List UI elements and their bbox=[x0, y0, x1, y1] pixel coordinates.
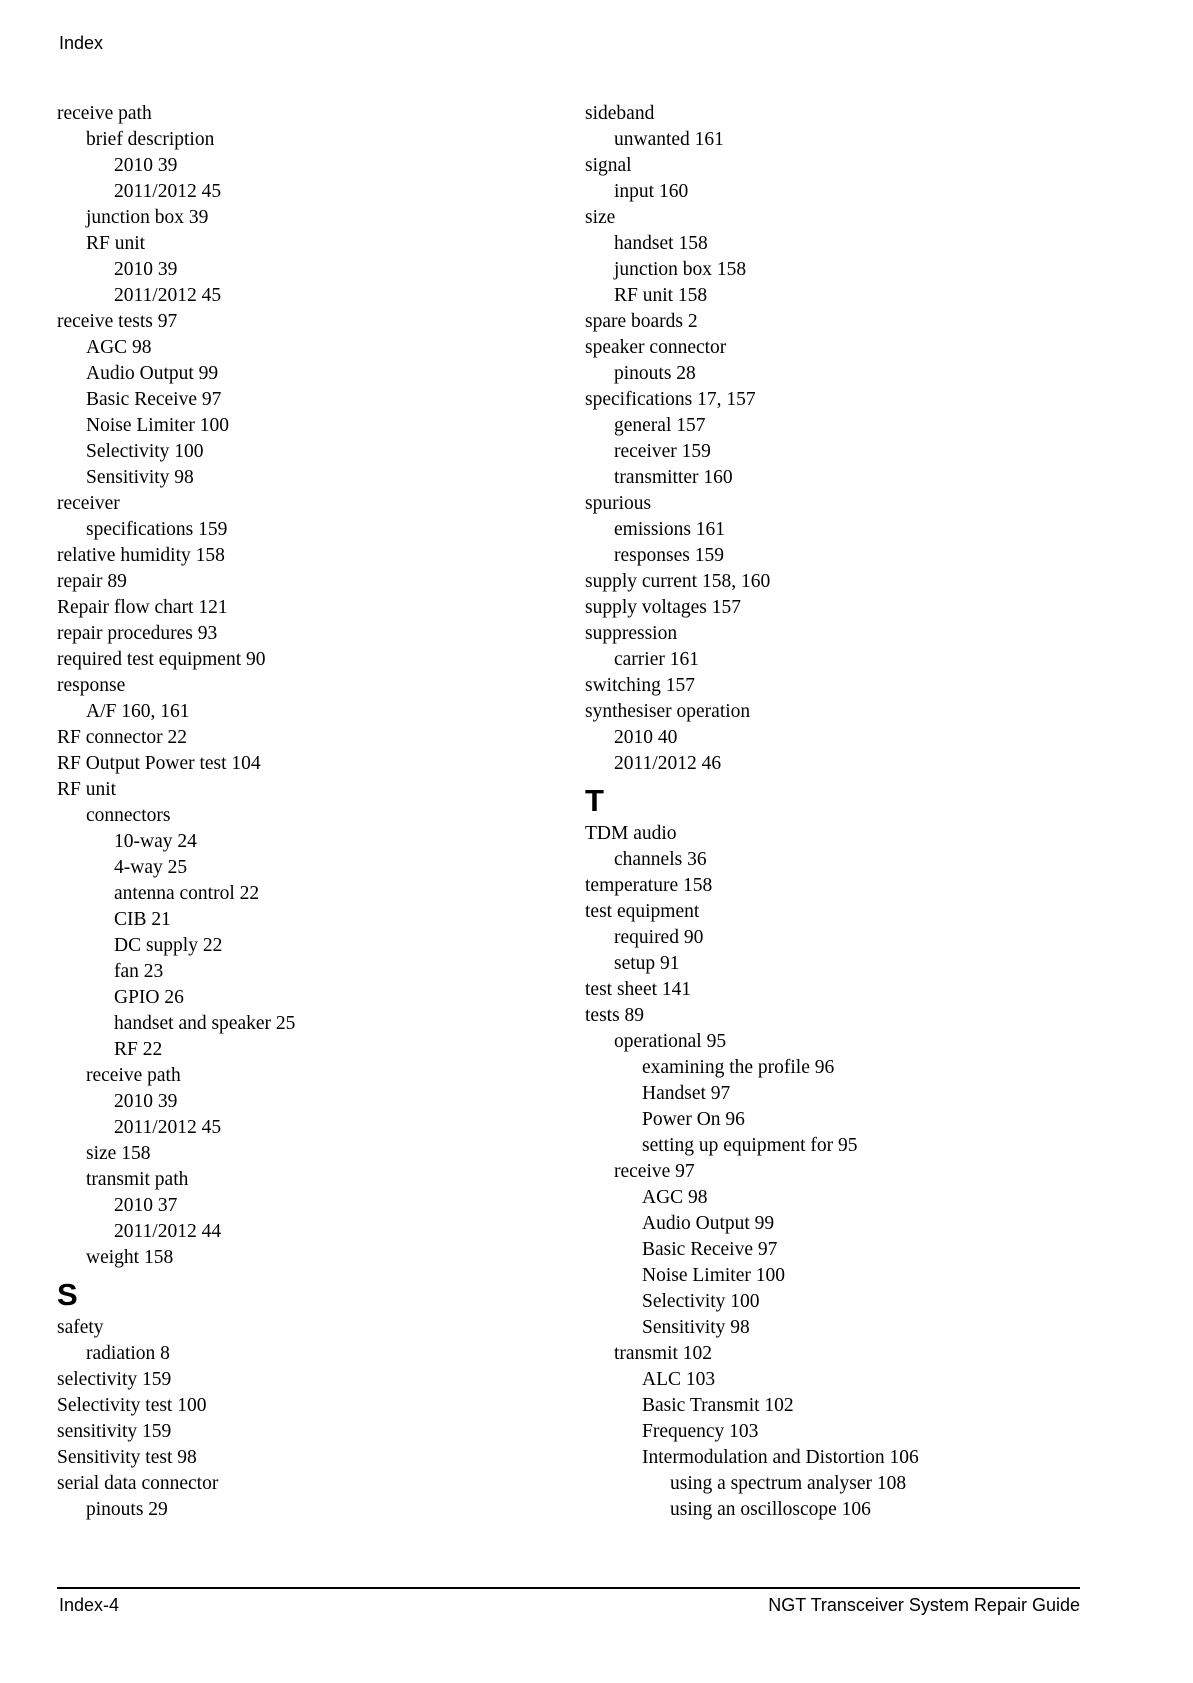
index-entry: required 90 bbox=[614, 927, 704, 948]
index-entry: ALC 103 bbox=[642, 1369, 716, 1390]
index-entry: using an oscilloscope 106 bbox=[670, 1499, 871, 1520]
index-entry: sensitivity 159 bbox=[57, 1421, 172, 1442]
index-entry: DC supply 22 bbox=[114, 935, 223, 956]
index-entry: AGC 98 bbox=[642, 1187, 708, 1208]
index-entry: 2010 39 bbox=[114, 259, 178, 280]
index-entry: relative humidity 158 bbox=[57, 545, 225, 566]
index-entry: fan 23 bbox=[114, 961, 164, 982]
index-entry: Basic Receive 97 bbox=[642, 1239, 778, 1260]
index-entry: Basic Transmit 102 bbox=[642, 1395, 794, 1416]
index-entry: selectivity 159 bbox=[57, 1369, 172, 1390]
index-entry: handset 158 bbox=[614, 233, 708, 254]
index-entry: repair procedures 93 bbox=[57, 623, 218, 644]
index-entry: carrier 161 bbox=[614, 649, 699, 670]
index-entry: 2011/2012 45 bbox=[114, 285, 222, 306]
index-entry: signal bbox=[585, 155, 632, 176]
index-entry: responses 159 bbox=[614, 545, 724, 566]
index-entry: 2010 37 bbox=[114, 1195, 178, 1216]
index-entry: size bbox=[585, 207, 616, 228]
index-entry: connectors bbox=[86, 805, 171, 826]
index-entry: RF 22 bbox=[114, 1039, 163, 1060]
index-entry: Sensitivity 98 bbox=[86, 467, 194, 488]
index-entry: A/F 160, 161 bbox=[86, 701, 190, 722]
index-entry: specifications 17, 157 bbox=[585, 389, 756, 410]
index-entry: switching 157 bbox=[585, 675, 695, 696]
index-entry: 2011/2012 44 bbox=[114, 1221, 222, 1242]
footer-divider bbox=[57, 1587, 1080, 1589]
index-entry: spurious bbox=[585, 493, 652, 514]
index-entry: antenna control 22 bbox=[114, 883, 260, 904]
index-entry: required test equipment 90 bbox=[57, 649, 266, 670]
footer-document-title: NGT Transceiver System Repair Guide bbox=[768, 1595, 1080, 1615]
index-entry: Noise Limiter 100 bbox=[642, 1265, 785, 1286]
index-entry: junction box 39 bbox=[86, 207, 209, 228]
index-entry: operational 95 bbox=[614, 1031, 727, 1052]
index-entry: 10-way 24 bbox=[114, 831, 197, 852]
index-entry: 2010 39 bbox=[114, 1091, 178, 1112]
index-entry: RF unit bbox=[57, 779, 117, 800]
index-entry: 2011/2012 45 bbox=[114, 181, 222, 202]
index-entry: synthesiser operation bbox=[585, 701, 751, 722]
index-column-right bbox=[585, 101, 1145, 1523]
index-entry: RF unit bbox=[86, 233, 146, 254]
index-entry: receive tests 97 bbox=[57, 311, 178, 332]
index-entry: suppression bbox=[585, 623, 678, 644]
index-entry: Selectivity test 100 bbox=[57, 1395, 207, 1416]
index-entry: handset and speaker 25 bbox=[114, 1013, 296, 1034]
index-entry: Sensitivity test 98 bbox=[57, 1447, 197, 1468]
index-entry: pinouts 28 bbox=[614, 363, 696, 384]
index-entry: receiver 159 bbox=[614, 441, 711, 462]
index-entry: general 157 bbox=[614, 415, 706, 436]
index-entry: specifications 159 bbox=[86, 519, 228, 540]
index-entry: size 158 bbox=[86, 1143, 151, 1164]
index-entry: receive path bbox=[57, 103, 152, 124]
index-entry: input 160 bbox=[614, 181, 689, 202]
index-entry: Handset 97 bbox=[642, 1083, 731, 1104]
index-entry: transmit 102 bbox=[614, 1343, 713, 1364]
index-entry: unwanted 161 bbox=[614, 129, 724, 150]
index-entry: speaker connector bbox=[585, 337, 727, 358]
index-entry: junction box 158 bbox=[614, 259, 747, 280]
index-entry: Power On 96 bbox=[642, 1109, 745, 1130]
index-entry: supply current 158, 160 bbox=[585, 571, 771, 592]
index-entry: using a spectrum analyser 108 bbox=[670, 1473, 907, 1494]
index-entry: repair 89 bbox=[57, 571, 127, 592]
index-entry: Basic Receive 97 bbox=[86, 389, 222, 410]
index-entry: channels 36 bbox=[614, 849, 707, 870]
index-section-letter: S bbox=[57, 1277, 78, 1312]
index-entry: spare boards 2 bbox=[585, 311, 698, 332]
index-entry: weight 158 bbox=[86, 1247, 174, 1268]
index-entry: 2010 39 bbox=[114, 155, 178, 176]
index-entry: 4-way 25 bbox=[114, 857, 188, 878]
index-entry: pinouts 29 bbox=[86, 1499, 168, 1520]
index-section-letter: T bbox=[585, 783, 604, 818]
index-entry: Frequency 103 bbox=[642, 1421, 759, 1442]
index-entry: 2011/2012 45 bbox=[114, 1117, 222, 1138]
index-entry: test sheet 141 bbox=[585, 979, 692, 1000]
index-entry: RF Output Power test 104 bbox=[57, 753, 261, 774]
index-entry: response bbox=[57, 675, 126, 696]
index-entry: Audio Output 99 bbox=[642, 1213, 775, 1234]
index-entry: Repair flow chart 121 bbox=[57, 597, 228, 618]
index-entry: RF connector 22 bbox=[57, 727, 187, 748]
index-entry: Sensitivity 98 bbox=[642, 1317, 750, 1338]
index-entry: Noise Limiter 100 bbox=[86, 415, 229, 436]
index-entry: supply voltages 157 bbox=[585, 597, 741, 618]
index-entry: setup 91 bbox=[614, 953, 680, 974]
index-entry: sideband bbox=[585, 103, 655, 124]
running-header: Index bbox=[59, 33, 104, 53]
index-entry: serial data connector bbox=[57, 1473, 219, 1494]
index-entry: examining the profile 96 bbox=[642, 1057, 835, 1078]
index-entry: emissions 161 bbox=[614, 519, 726, 540]
index-entry: CIB 21 bbox=[114, 909, 171, 930]
index-entry: test equipment bbox=[585, 901, 700, 922]
index-entry: 2011/2012 46 bbox=[614, 753, 722, 774]
index-entry: receive 97 bbox=[614, 1161, 695, 1182]
index-entry: Selectivity 100 bbox=[642, 1291, 760, 1312]
index-entry: AGC 98 bbox=[86, 337, 152, 358]
index-entry: RF unit 158 bbox=[614, 285, 708, 306]
index-entry: radiation 8 bbox=[86, 1343, 170, 1364]
index-entry: receive path bbox=[86, 1065, 181, 1086]
index-column-left bbox=[57, 101, 557, 1523]
index-entry: brief description bbox=[86, 129, 215, 150]
footer-page-number: Index-4 bbox=[59, 1595, 120, 1615]
index-entry: GPIO 26 bbox=[114, 987, 184, 1008]
index-entry: setting up equipment for 95 bbox=[642, 1135, 858, 1156]
index-entry: Audio Output 99 bbox=[86, 363, 219, 384]
index-entry: Intermodulation and Distortion 106 bbox=[642, 1447, 919, 1468]
index-entry: tests 89 bbox=[585, 1005, 645, 1026]
index-entry: receiver bbox=[57, 493, 120, 514]
index-entry: TDM audio bbox=[585, 823, 677, 844]
index-entry: transmit path bbox=[86, 1169, 189, 1190]
index-entry: 2010 40 bbox=[614, 727, 678, 748]
index-entry: temperature 158 bbox=[585, 875, 713, 896]
index-entry: transmitter 160 bbox=[614, 467, 733, 488]
index-entry: Selectivity 100 bbox=[86, 441, 204, 462]
index-entry: safety bbox=[57, 1317, 104, 1338]
